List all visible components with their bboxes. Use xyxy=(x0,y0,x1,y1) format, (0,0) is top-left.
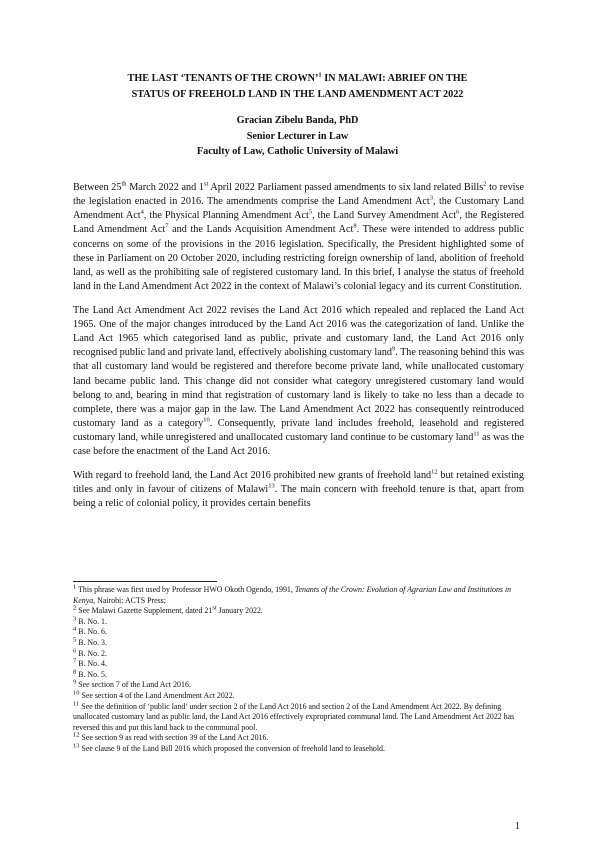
footnote-1: $^1$ This phrase was first used by Professor HWO Okoth Ogendo, 1991, Tenants of the Crown: Evolution of Agrarian Law and Institutions in Kenya, Nairobi: ACTS Press; xyxy=(73,583,512,605)
footnote-ref: 11 xyxy=(473,430,480,438)
footnote-ref: 12 xyxy=(431,468,438,476)
title-line-2: STATUS OF FREEHOLD LAND IN THE LAND AMENDMENT ACT 2022 xyxy=(131,88,464,100)
page-number: 1 xyxy=(515,821,520,832)
footnotes xyxy=(73,585,525,755)
footnote-ref: 6 xyxy=(456,208,460,216)
body-text xyxy=(73,181,524,521)
footnote-7: $^7$ B. No. 4. xyxy=(73,657,107,669)
footnote-ref: 8 xyxy=(353,223,357,231)
footnote-ref: 4 xyxy=(140,208,144,216)
superscript: th xyxy=(121,180,127,188)
footnote-4: $^4$ B. No. 6. xyxy=(73,625,107,637)
footnote-ref: 2 xyxy=(483,180,487,188)
title-line-1: THE LAST ‘TENANTS OF THE CROWN’$^1$ IN MALAWI: ABRIEF ON THE xyxy=(127,71,468,84)
author-name: Gracian Zibelu Banda, PhD xyxy=(236,115,359,126)
author-affiliation: Faculty of Law, Catholic University of Malawi xyxy=(196,146,399,158)
footnote-11: $^{11}$ See the definition of ‘public land’ under section 2 of the Land Act 2016 and section 2 of the Land Amendment Act 2022. By defining unallocated customary land as public land, the Land Act 2016 effectively expropriated communal land. The Land Amendment Act 2022 has reversed this and put this land back to the communal pool. xyxy=(73,699,515,732)
footnote-6: $^6$ B. No. 2. xyxy=(73,646,107,658)
footnote-separator xyxy=(73,581,217,582)
document-title xyxy=(50,71,545,102)
author-position: Senior Lecturer in Law xyxy=(246,130,349,142)
footnote-3: $^3$ B. No. 1. xyxy=(73,615,107,626)
footnote-13: $^{13}$ See clause 9 of the Land Bill 2016 which proposed the conversion of freehold land to leasehold. xyxy=(73,742,385,753)
author-block xyxy=(50,113,545,160)
footnote-ref: 10 xyxy=(203,416,210,424)
superscript: st xyxy=(203,180,209,188)
paragraph-2: The Land Act Amendment Act 2022 revises the Land Act 2016 which repealed and replaced the Land Act 1965. One of the major changes introduced by the Land Act 2016 was the categorization of land. Unlike the Land Act 1965 which categorised land as public, private and customary land, the Land Act 2016 only recognised public land and private land, effectively abolishing customary land$^9$. The reasoning behind this was that all customary land would be registered and therefore become private land, while unallocated customary land became public land. This change did not consider what category unregistered customary land would belong to and, bearing in mind that registration of customary land is likely to take no less than a decade to complete, there was a major gap in the law. The Land Amendment Act 2022 has consequently reintroduced customary land as a category$^{10}$. Consequently, private land includes freehold, leasehold and registered customary land, while unregistered and unallocated customary land continue to be customary land$^{11}$ as was the case before the enactment of the Land Act 2016. xyxy=(73,304,525,458)
footnote-10: $^{10}$ See section 4 of the Land Amendment Act 2022. xyxy=(73,689,235,700)
footnote-ref: 1 xyxy=(318,71,322,79)
footnote-5: $^5$ B. No. 3. xyxy=(73,636,107,647)
footnote-ref: 5 xyxy=(308,208,313,216)
footnote-9: $^9$ See section 7 of the Land Act 2016. xyxy=(73,678,191,690)
footnote-2: $^2$ See Malawi Gazette Supplement, dated 21st January 2022. xyxy=(73,604,263,616)
footnote-ref: 3 xyxy=(429,194,433,202)
footnote-ref: 13 xyxy=(268,482,275,490)
footnote-8: $^8$ B. No. 5. xyxy=(73,668,107,679)
paragraph-1: Between 25th March 2022 and 1st April 2022 Parliament passed amendments to six land related Bills$^2$ to revise the legislation enacted in 2016. The amendments comprise the Land Amendment Act$^3$, the Customary Land Amendment Act$^4$, the Physical Planning Amendment Act$^5$, the Land Survey Amendment Act$^6$, the Registered Land Amendment Act$^7$ and the Lands Acquisition Amendment Act$^8$. These were intended to address public concerns on some of the provisions in the 2016 legislation. Specifically, the President highlighted some of these in Parliament on 20 October 2020, including restricting foreign ownership of land, abolition of freehold land, as well as the prohibiting sale of registered customary land. In this brief, I analyse the status of freehold land in the Land Amendment Act 2022 in the context of Malawi’s colonial legacy and its current Constitution. xyxy=(73,180,525,293)
footnote-12: $^{12}$ See section 9 as read with section 39 of the Land Act 2016. xyxy=(73,731,269,743)
footnote-ref: 7 xyxy=(165,223,169,231)
paragraph-3: With regard to freehold land, the Land Act 2016 prohibited new grants of freehold land$^{12}$ but retained existing titles and only in favour of citizens of Malawi$^{13}$. The main concern with freehold tenure is that, apart from being a relic of colonial policy, it provides certain benefits xyxy=(73,468,524,510)
footnote-ref: 9 xyxy=(391,345,396,353)
